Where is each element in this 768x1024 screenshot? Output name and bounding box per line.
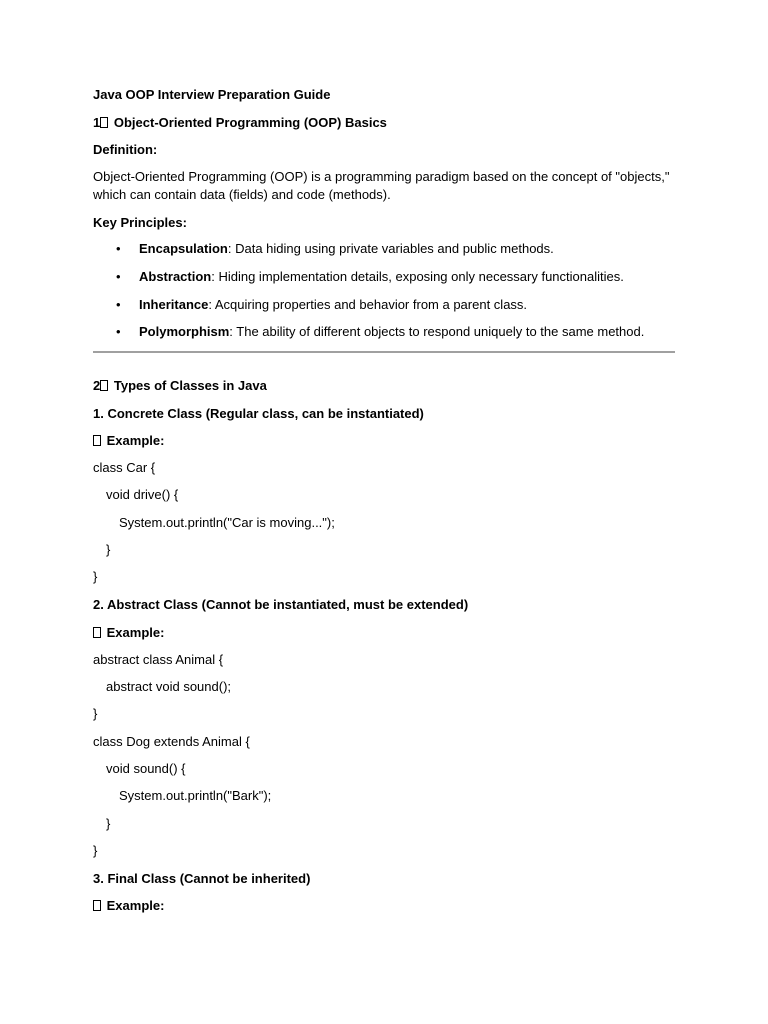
code-line: class Car { — [93, 460, 156, 475]
principle-desc: : Hiding implementation details, exposing only necessary functionalities. — [211, 269, 624, 284]
code-line: System.out.println("Car is moving..."); — [119, 515, 335, 530]
section-2-heading — [93, 377, 267, 395]
code-line: void drive() { — [106, 487, 179, 502]
horizontal-rule — [93, 351, 675, 353]
code-line: } — [106, 542, 111, 557]
definition-text-line-2: which can contain data (fields) and code (methods). — [93, 187, 391, 202]
example-label: Example: — [93, 432, 164, 450]
principle-term: Inheritance — [139, 297, 209, 312]
section-1-title: Object-Oriented Programming (OOP) Basics — [113, 115, 387, 130]
missing-glyph-icon — [93, 435, 101, 446]
example-label: Example: — [93, 897, 164, 915]
code-line: } — [93, 706, 98, 721]
principle-item — [139, 240, 554, 258]
bullet-icon: • — [116, 241, 121, 256]
principle-desc: : Acquiring properties and behavior from a parent class. — [208, 297, 528, 312]
missing-glyph-icon — [100, 380, 108, 391]
code-line: } — [106, 816, 111, 831]
section-2-number: 2 — [93, 378, 101, 393]
section-2-title: Types of Classes in Java — [113, 378, 267, 393]
principle-item — [139, 296, 527, 314]
bullet-icon: • — [116, 324, 121, 339]
principle-desc: : Data hiding using private variables and public methods. — [227, 241, 554, 256]
final-class-heading: 3. Final Class (Cannot be inherited) — [93, 871, 311, 886]
principle-item — [139, 323, 644, 341]
code-line: } — [93, 569, 98, 584]
bullet-icon: • — [116, 269, 121, 284]
missing-glyph-icon — [93, 900, 101, 911]
concrete-class-heading: 1. Concrete Class (Regular class, can be instantiated) — [93, 406, 424, 421]
code-line: abstract class Animal { — [93, 652, 224, 667]
principle-term: Encapsulation — [139, 241, 228, 256]
definition-label: Definition: — [93, 142, 158, 157]
example-label: Example: — [93, 624, 164, 642]
code-line: void sound() { — [106, 761, 186, 776]
bullet-icon: • — [116, 297, 121, 312]
key-principles-label: Key Principles: — [93, 215, 187, 230]
definition-text-line-1: Object-Oriented Programming (OOP) is a programming paradigm based on the concept of "objects," — [93, 169, 670, 184]
principle-term: Abstraction — [139, 269, 212, 284]
missing-glyph-icon — [100, 117, 108, 128]
section-1-number: 1 — [93, 115, 101, 130]
principle-desc: : The ability of different objects to respond uniquely to the same method. — [229, 324, 645, 339]
code-line: System.out.println("Bark"); — [119, 788, 272, 803]
abstract-class-heading: 2. Abstract Class (Cannot be instantiated, must be extended) — [93, 597, 469, 612]
doc-title: Java OOP Interview Preparation Guide — [93, 87, 331, 102]
code-line: abstract void sound(); — [106, 679, 232, 694]
principle-item — [139, 268, 624, 286]
missing-glyph-icon — [93, 627, 101, 638]
section-1-heading — [93, 114, 387, 132]
code-line: class Dog extends Animal { — [93, 734, 250, 749]
code-line: } — [93, 843, 98, 858]
principle-term: Polymorphism — [139, 324, 230, 339]
